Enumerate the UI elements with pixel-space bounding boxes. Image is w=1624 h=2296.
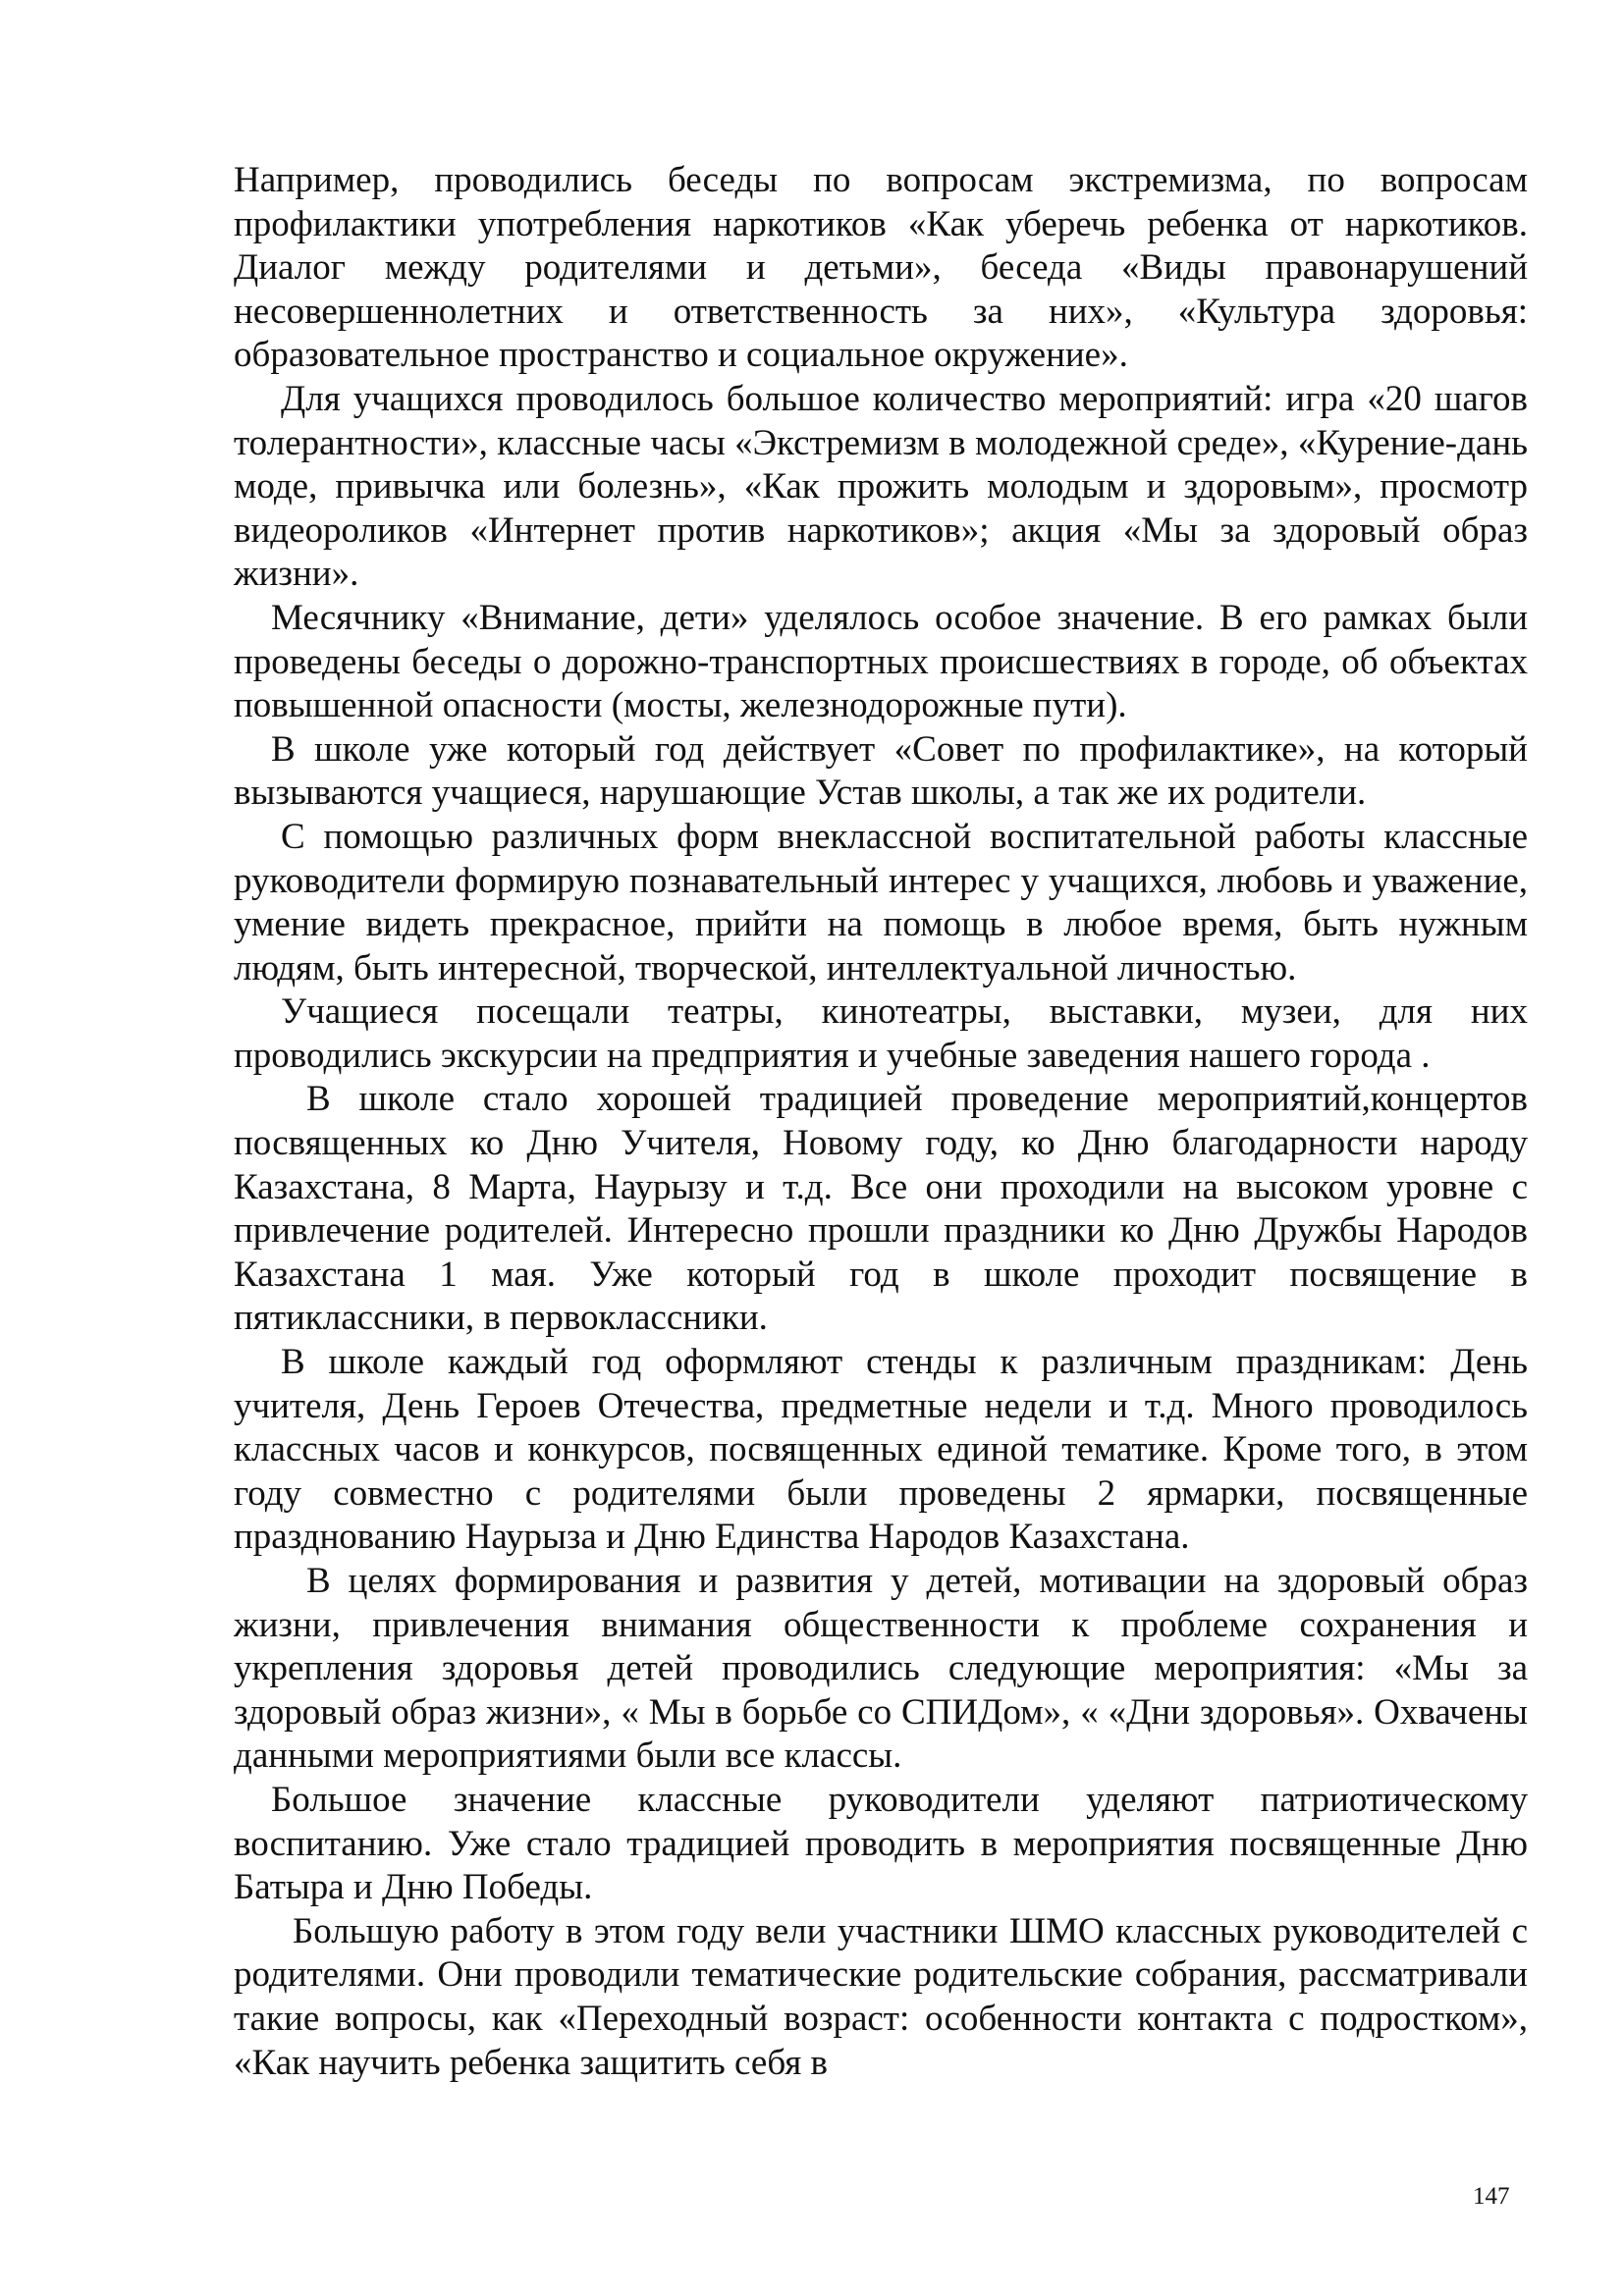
paragraph-extremism-talks: Например, проводились беседы по вопросам экстремизма, по вопросам профилактики употребления наркотиков «Как уберечь ребенка от наркотиков. Диалог между родителями и детьми», беседа «Виды правонарушений несовершеннолетних и ответственность за них», «Культура здоровья: образовательное пространство и социальное окружение». [234,160,1528,376]
paragraph-school-traditions: В школе стало хорошей традицией проведение мероприятий,концертов посвященных ко Дню Учителя, Новому году, ко Дню благодарности народу Казахстана, 8 Марта, Наурызу и т.д. Все они проходили на высоком уровне с привлечение родителей. Интересно прошли праздники ко Дню Дружбы Народов Казахстана 1 мая. Уже который год в школе проходит посвящение в пятиклассники, в первоклассники. [234,1079,1528,1339]
page-body [234,159,1528,2085]
paragraph-prevention-council: В школе уже который год действует «Совет по профилактике», на который вызываются учащиеся, нарушающие Устав школы, а так же их родители. [234,728,1528,814]
paragraph-extracurricular-work: С помощью различных форм внеклассной воспитательной работы классные руководители формирую познавательный интерес у учащихся, любовь и уважение, умение видеть прекрасное, прийти на помощь в любое время, быть нужным людям, быть интересной, творческой, интеллектуальной личностью. [234,816,1528,988]
paragraph-parent-work: Большую работу в этом году вели участники ШМО классных руководителей с родителями. Они проводили тематические родительские собрания, рассматривали такие вопросы, как «Переходный возраст: особенности контакта с подростком», «Как научить ребенка защитить себя в [234,1910,1528,2083]
paragraph-attention-children-month: Месячнику «Внимание, дети» уделялось особое значение. В его рамках были проведены беседы о дорожно-транспортных происшествиях в городе, об объектах повышенной опасности (мосты, железнодорожные пути). [234,597,1528,726]
paragraph-theatre-visits: Учащиеся посещали театры, кинотеатры, выставки, музеи, для них проводились экскурсии на предприятия и учебные заведения нашего города . [234,991,1528,1076]
paragraph-patriotic-education: Большое значение классные руководители уделяют патриотическому воспитанию. Уже стало традицией проводить в мероприятия посвященные Дню Батыра и Дню Победы. [234,1779,1528,1908]
page-number: 147 [1473,2183,1510,2210]
paragraph-healthy-lifestyle: В целях формирования и развития у детей, мотивации на здоровый образ жизни, привлечения внимания общественности к проблеме сохранения и укрепления здоровья детей проводились следующие мероприятия: «Мы за здоровый образ жизни», « Мы в борьбе со СПИДом», « «Дни здоровья». Охвачены данными мероприятиями были все классы. [234,1561,1528,1777]
paragraph-student-events: Для учащихся проводилось большое количество мероприятий: игра «20 шагов толерантности», классные часы «Экстремизм в молодежной среде», «Курение-дань моде, привычка или болезнь», «Как прожить молодым и здоровым», просмотр видеороликов «Интернет против наркотиков»; акция «Мы за здоровый образ жизни». [234,378,1528,595]
paragraph-holiday-stands: В школе каждый год оформляют стенды к различным праздникам: День учителя, День Героев Отечества, предметные недели и т.д. Много проводилось классных часов и конкурсов, посвященных единой тематике. Кроме того, в этом году совместно с родителями были проведены 2 ярмарки, посвященные празднованию Наурыза и Дню Единства Народов Казахстана. [234,1342,1528,1558]
